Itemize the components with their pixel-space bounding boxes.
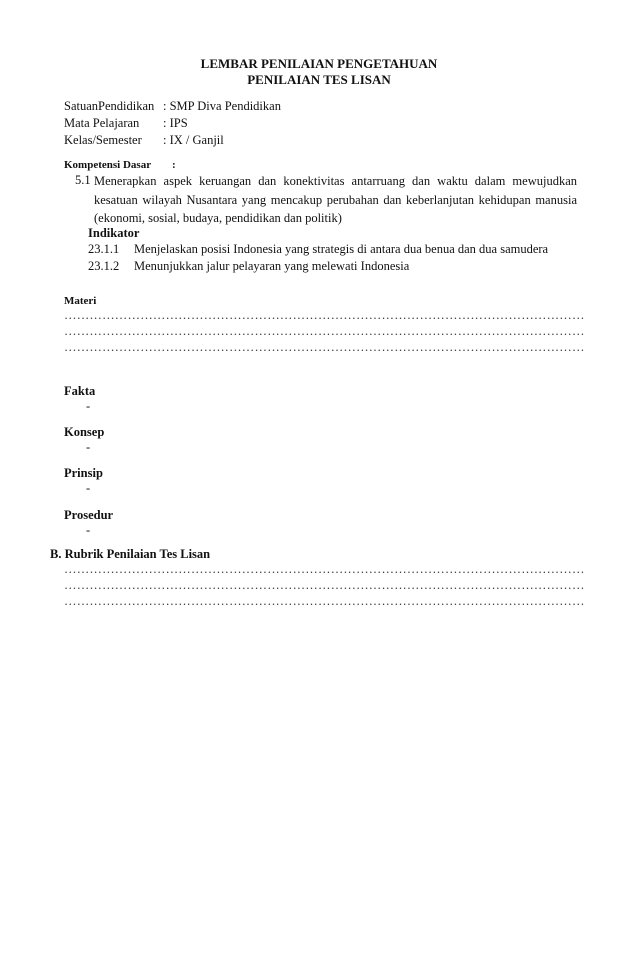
kompetensi-number: 5.1 [75, 173, 91, 187]
indikator-num-2: 23.1.2 [88, 259, 120, 273]
konsep-dash: - [86, 440, 91, 454]
materi-label: Materi [64, 295, 97, 307]
prinsip-label: Prinsip [64, 466, 103, 480]
prinsip-dash: - [86, 481, 91, 495]
indikator-text-1: Menjelaskan posisi Indonesia yang strategis di antara dua benua dan dua samudera [134, 242, 549, 256]
page-title: LEMBAR PENILAIAN PENGETAHUAN [200, 56, 438, 71]
info-key-kelas: Kelas/Semester [64, 133, 142, 147]
fakta-dash: - [86, 399, 91, 413]
rubrik-dots-line: …………………………………………………………………………………………………………… [64, 562, 585, 576]
info-value-mapel: : IPS [163, 116, 188, 130]
info-key-mapel: Mata Pelajaran [64, 116, 140, 130]
indikator-text-2: Menunjukkan jalur pelayaran yang melewati Indonesia [134, 259, 410, 273]
rubrik-dots-line: …………………………………………………………………………………………………………… [64, 578, 585, 592]
indikator-num-1: 23.1.1 [88, 242, 120, 256]
prosedur-label: Prosedur [64, 508, 114, 522]
materi-dots-line: …………………………………………………………………………………………………………… [64, 308, 585, 322]
rubrik-dots-line: …………………………………………………………………………………………………………… [64, 594, 585, 608]
materi-dots-line: …………………………………………………………………………………………………………… [64, 324, 585, 338]
kompetensi-colon: : [172, 159, 176, 171]
kompetensi-text: Menerapkan aspek keruangan dan konektivitas antarruang dan waktu dalam mewujudkan kesatuan wilayah Nusantara yang mencakup perubahan dan keberlanjutan kehidupan manusia (ekonomi, sosial, budaya, pendidikan dan politik) [94, 174, 577, 225]
prosedur-dash: - [86, 523, 91, 537]
kompetensi-label: Kompetensi Dasar [64, 159, 152, 171]
page-subtitle: PENILAIAN TES LISAN [247, 72, 391, 87]
materi-dots-line: …………………………………………………………………………………………………………… [64, 340, 585, 354]
info-key-satuan: SatuanPendidikan [64, 99, 155, 113]
fakta-label: Fakta [64, 384, 96, 398]
info-value-satuan: : SMP Diva Pendidikan [163, 99, 281, 113]
konsep-label: Konsep [64, 425, 105, 439]
info-value-kelas: : IX / Ganjil [163, 133, 224, 147]
indikator-label: Indikator [88, 226, 140, 240]
rubrik-label: B. Rubrik Penilaian Tes Lisan [50, 547, 211, 561]
